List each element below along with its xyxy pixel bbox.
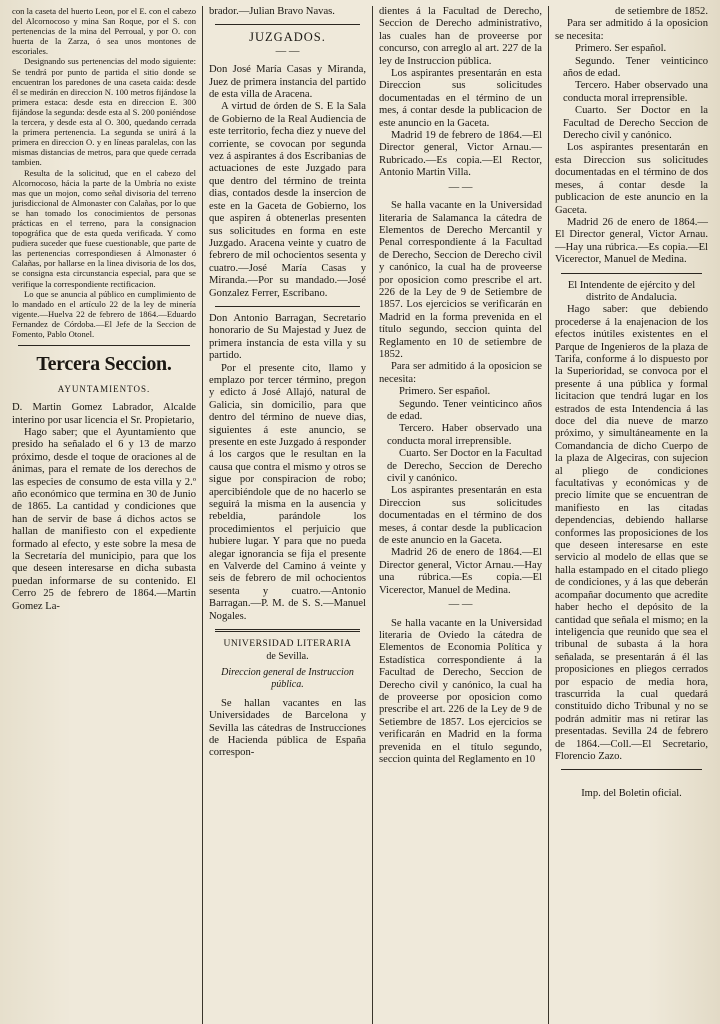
section-title: Tercera Seccion. [36, 353, 172, 376]
oviedo-req-4: Cuarto. Ser Doctor en la Facultad de Derecho Seccion de Derecho civil y canónico. [563, 105, 708, 142]
printer-imprint: Imp. del Boletin oficial. [581, 788, 682, 800]
section-subtitle: AYUNTAMIENTOS. [57, 384, 151, 395]
juzgados-heading: JUZGADOS. [249, 30, 326, 45]
ornament-dash: — — [448, 599, 473, 611]
juzgado-valverde-heading: Don Antonio Barragan, Secretario honorario de Su Majestad y Juez de primera instancia de esta villa y su partido. [209, 312, 366, 362]
salamanca-req-2: Segundo. Tener veinticinco años de edad. [387, 398, 542, 422]
catedras-aspirantes: Los aspirantes presentarán en esta Direccion sus solicitudes documentadas en el término de un mes, á contar desde la publicacion de este anuncio en la Gaceta. [379, 68, 542, 129]
divider [215, 24, 360, 25]
oviedo-signature: Madrid 26 de enero de 1864.—El Director general, Victor Arnau.—Hay una rúbrica.—Es copia.—El Vicerector, Manuel de Medina. [555, 216, 708, 266]
catedras-signature: Madrid 19 de febrero de 1864.—El Director general, Victor Arnau.—Rubricado.—Es copia.—El Rector, Antonio Martin Villa. [379, 130, 542, 179]
salamanca-req-4: Cuarto. Ser Doctor en la Facultad de Derecho, Seccion de Derecho civil y canónico. [387, 448, 542, 485]
column-3 [372, 6, 548, 1024]
salamanca-req-3: Tercero. Haber observado una conducta moral irreprensible. [387, 423, 542, 447]
mining-notice-pertenencias: Designando sus pertenencias del modo siguiente: Se tendrá por punto de partida el sitio donde se encuentran los paredones de una caseta caida: desde él se medirán en direccion N. 100 metros fijándose la primera estaca: desde esta en direccion E. 300 fijándose la segunda: desde esta al S. 200 poniéndose la tercera, y desde esta al O. 300, quedando cerrada la primera pertenencia. La segunda se unirá á la primera en direccion O. y en líneas paralelas, con las mismas distancias de metros, para que quede cerrada tambien. [12, 56, 196, 168]
column-2 [202, 6, 372, 1024]
oviedo-notice: Se halla vacante en la Universidad literaria de Oviedo la cátedra de Elementos de Economia Política y Estadística correspondiente á la Facultad de Derecho, Seccion de Derecho civil y canónico, la cual ha de proveerse por oposicion como prescribe el art. 226 de la Ley de 9 de Setiembre de 1857. Los ejercicios se verificarán en Madrid en la forma prevenida en el título segundo, seccion quinta del Reglamento en 10 [379, 617, 542, 765]
mining-notice-continuation: con la caseta del huerto Leon, por el E. con el cabezo del Alcornocoso y mina San Roque, por el S. con pertenencias de la mina del Perroual, y por O. con huerta de la Zarza, ó sea unos montones de escoriales. [12, 6, 196, 57]
intendente-heading: El Intendente de ejército y del distrito de Andalucia. [567, 279, 696, 303]
divider [215, 629, 360, 632]
oviedo-notice-continuation: de setiembre de 1852. [615, 6, 708, 17]
divider [561, 769, 702, 770]
ayuntamiento-notice: Hago saber; que el Ayuntamiento que presido ha señalado el 6 y 13 de marzo próximo, desde el toque de oraciones al de ánimas, para el remate de los derechos de las especies de consumo de esta villa y 2.º año económico que termina en 30 de Junio de 1865. La cantidad y condiciones que han de servir de base á dichos actos se hallan de manifiesto con el expediente formado al efecto, y este sobre la mesa de la Secretaría del municipio, para que los que deseen interesarse en dicha subasta puedan informarse de su contenido. El Cerro 25 de febrero de 1864.—Martin Gomez La- [12, 427, 196, 612]
column-1 [6, 6, 202, 1024]
salamanca-signature: Madrid 26 de enero de 1864.—El Director general, Victor Arnau.—Hay una rúbrica.—Es copia.—El Vicerector, Manuel de Medina. [379, 547, 542, 596]
divider [18, 345, 190, 346]
salamanca-aspirantes: Los aspirantes presentarán en esta Direccion sus solicitudes documentadas en el término de dos meses, á contar desde la publicacion de este anuncio en la Gaceta. [379, 485, 542, 547]
intendente-notice: Hago saber: que debiendo procederse á la enajenacion de los efectos inútiles existentes en el Parque de Ingenieros de la plaza de Tarifa, conforme á lo dispuesto por la Superioridad, se convoca por el presente á una pública y formal licitacion que tendrá lugar en los estrados de esta Intendencia á las doce del dia nueve de marzo próximo, y simultáneamente en la Comandancia de dicho Cuerpo de la plaza de Algeciras, con sujecion al pliego de condiciones facultativas y económicas y de precio límite que se encuentran de manifiesto en las citadas dependencias, debiendo hallarse conformes las proposiciones de los que deseen interesarse en este servicio al modelo de ellas que se halla estampado en el citado pliego de condiciones, y á las que deberán acompañar documento que acredite haber hecho el depósito de la cantidad que señala el mismo; en la inteligencia que reunido que sea el tribunal de subasta á la hora señalada, se presentarán á él las proposiciones en pliegos cerrados por espacio de media hora, trascurrida la cual quedará constituido dicho Tribunal y no se podrán admitir mas ni retirar las presentadas. Sevilla 24 de febrero de 1864.—Coll.—El Secretario, Florencio Zazo. [555, 304, 708, 762]
oviedo-requirements-intro: Para ser admitido á la oposicion se necesita: [555, 18, 708, 42]
divider [561, 273, 702, 274]
catedras-notice-continuation: dientes á la Facultad de Derecho, Seccion de Derecho administrativo, las cuales han de proveerse por concurso, con arreglo al art. 227 de la ley de Instruccion pública. [379, 6, 542, 67]
ayuntamiento-signature-end: brador.—Julian Bravo Navas. [209, 6, 335, 17]
ayuntamiento-heading: D. Martin Gomez Labrador, Alcalde interino por usar licencia el Sr. Propietario, [12, 402, 196, 426]
juzgado-valverde-notice: Por el presente cito, llamo y emplazo por tercer término, pregon y edicto á José Allajó, natural de Galicia, sin domicilio, para que dentro del término de nueve dias, siguientes á este anuncio, se presente en este Juzgado á responder á los cargos que le resultan en la causa que contra el mismo y otros se sigue por conspiracion de robo; apercibiéndole que de no hacerlo se seguirá la misma en la ausencia y rebeldia, parándole los procedimientos el perjuicio que hubiere lugar. Y para que no pueda alegar ignorancia se fija el presente en Valverde del Camino á veinte y seis de febrero de mil ochocientos sesenta y cuatro.—Antonio Barragan.—P. M. de S. S.—Manuel Nogales. [209, 362, 366, 622]
divider [215, 306, 360, 307]
oviedo-req-3: Tercero. Haber observado una conducta moral irreprensible. [563, 80, 708, 104]
ornament-dash: — — [275, 45, 300, 57]
ornament-dash: — — [448, 181, 473, 193]
oviedo-req-2: Segundo. Tener veinticinco años de edad. [563, 55, 708, 80]
salamanca-notice: Se halla vacante en la Universidad literaria de Salamanca la cátedra de Elementos de Derecho Mercantil y Penal correspondiente á la Facultad de Derecho, Seccion de Derecho civil y canónico, la cual ha de proveerse por oposicion como prescribe el art. 226 de la Ley de 9 de Setiembre de 1857. Los ejercicios se verificarán en Madrid en la forma prevenida en el título segundo, seccion quinta del Reglamento en 10 de setiembre de 1852. [379, 200, 542, 360]
salamanca-req-1: Primero. Ser español. [399, 386, 491, 398]
mining-notice-signature: Lo que se anuncia al público en cumplimiento de lo mandado en el artículo 22 de la ley de minería vigente.—Huelva 22 de febrero de 1864.—Eduardo Fernandez de Córdoba.—El Jefe de la Seccion de Fomento, Pablo Otonel. [12, 288, 196, 339]
juzgado-aracena-notice: A virtud de órden de S. E la Sala de Gobierno de la Real Audiencia de este territorio, fecha diez y nueve del corriente, se covocan por segunda vez á aspirantes á dos Escribanias de actuaciones de este Juzgado para que dentro del término de treinta dias, contados desde la insercion de este en la Gaceta de Gobierno, los que aspiren á obtenerlas presenten sus solicitudes en forma en este Juzgado. Aracena veinte y cuatro de febrero de mil ochocientos sesenta y cuatro.—José María Casas y Miranda.—Por su mandado.—José Gonzalez Ferrer, Escribano. [209, 101, 366, 299]
column-4 [548, 6, 714, 1024]
oviedo-req-1: Primero. Ser español. [575, 43, 667, 55]
catedras-notice: Se hallan vacantes en las Universidades de Barcelona y Sevilla las cátedras de Instrucciones de Hacienda pública de España correspon- [209, 697, 366, 759]
oviedo-aspirantes: Los aspirantes presentarán en esta Direccion sus solicitudes documentadas en el término de dos meses, á contar desde la publicacion de este anuncio en la Gaceta. [555, 142, 708, 216]
universidad-heading: UNIVERSIDAD LITERARIA [223, 639, 352, 650]
mining-notice-solicitud: Resulta de la solicitud, que en el cabezo del Alcornocoso, hácia la parte de la Umbría no existe mas que un mojon, como señal divisoria del terreno jurisdiccional de Almonaster con Calañas, por lo que se han tomado los conocimientos de personas prácticas en el terreno, para la consignacion topográfica que de esta queda verificada. Y como pudiera suceder que fuese cuestionable, que parte de las pertenencias correspondiesen á Almonaster ó Calañas, por hallarse en la linea divisoria de los dos, se consigna esta circunstancia especial, para que se verifique la correspondiente rectificacion. [12, 167, 196, 289]
direccion-heading: Direccion general de Instruccion pública. [221, 666, 354, 691]
salamanca-requirements-intro: Para ser admitido á la oposicion se necesita: [379, 361, 542, 385]
universidad-city: de Sevilla. [266, 650, 309, 662]
juzgado-aracena-heading: Don José María Casas y Miranda, Juez de primera instancia del partido de esta villa de Aracena. [209, 64, 366, 101]
